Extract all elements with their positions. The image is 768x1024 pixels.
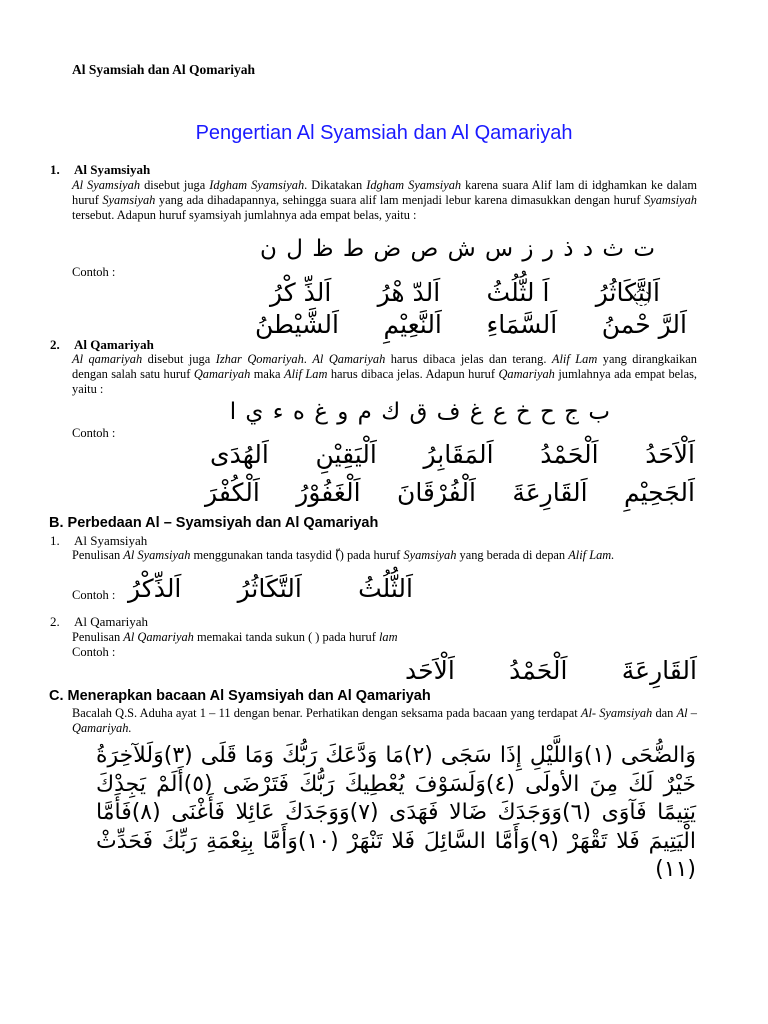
italic-term: Al – Qamariyah. <box>72 706 697 735</box>
contoh-label: Contoh : <box>72 265 116 279</box>
contoh-label: Contoh : <box>72 645 116 659</box>
text-run: dan <box>652 706 677 720</box>
text-run: disebut juga <box>140 178 210 192</box>
section-c-heading: C. Menerapkan bacaan Al Syamsiyah dan Al Qamariyah <box>49 688 431 704</box>
item-title: Al Syamsiyah <box>74 162 151 177</box>
qamariyah-letters: ب ج ح خ ع غ ف ق ك م و غ ه ء ي ا <box>229 399 610 425</box>
arabic-example: اَلْاَحَد <box>405 656 455 685</box>
item-number: 1. <box>50 533 60 548</box>
text-run: harus dibaca jelas dan terang. <box>385 352 552 366</box>
text-run: Penulisan <box>72 630 124 644</box>
italic-term: Alif Lam <box>284 367 328 381</box>
item-title: Al Qamariyah <box>74 337 154 352</box>
italic-term: Al Qamariyah <box>312 352 386 366</box>
arabic-example: اَلذِّكْرُ <box>128 574 182 603</box>
arabic-example: اَلْكُفْرَ <box>205 478 260 507</box>
syamsiyah-letters: ت ث د ذ ر ز س ش ص ض ط ظ ل ن <box>260 236 655 262</box>
italic-term: Qamariyah <box>498 367 555 381</box>
italic-term: Alif Lam <box>551 352 598 366</box>
arabic-example: اَلشَّيْطنُ <box>255 310 339 339</box>
qamariyah-examples-row2 <box>205 478 695 507</box>
arabic-example: اَلثُّلُثُ <box>358 574 413 603</box>
qamariyah-paragraph <box>72 352 697 397</box>
item-syamsiyah-heading <box>50 533 147 549</box>
text-run: maka <box>250 367 285 381</box>
text-run: memakai tanda sukun ( ) pada huruf <box>193 630 379 644</box>
text-run: Penulisan <box>72 548 124 562</box>
text-run: karena suara Alif lam di idghamkan ke dalam huruf <box>72 178 698 207</box>
text-run: . Dikatakan <box>304 178 367 192</box>
italic-term: Alif Lam. <box>568 548 615 562</box>
arabic-example: اَلتَّكَاثُرُ <box>237 574 302 603</box>
arabic-example: اَلْفُرْقَانَ <box>396 478 476 507</box>
arabic-example: اَلسَّمَاءِ <box>486 310 558 339</box>
italic-term: Al Qamariyah <box>123 630 194 644</box>
section-c-paragraph <box>72 706 697 736</box>
syamsiyah-writing-examples <box>128 574 413 603</box>
italic-term: Syamsiyah <box>644 193 697 207</box>
item-qamariyah-heading <box>50 337 154 353</box>
italic-term: Syamsiyah <box>403 548 457 562</box>
text-run: . <box>303 352 313 366</box>
syamsiyah-examples-row1 <box>270 278 660 307</box>
text-run: yang ada dihadapannya, sehingga suara alif lam menjadi lebur karena dimasukkan dengan huruf <box>155 193 644 207</box>
qamariyah-writing-paragraph <box>72 630 697 645</box>
italic-term: lam <box>378 630 398 644</box>
qamariyah-examples-row1 <box>210 440 695 469</box>
arabic-example: اَلْحَمْدُ <box>540 440 599 469</box>
italic-term: Al Syamsiyah <box>72 178 141 192</box>
arabic-example: اَلْغَفُوْرُ <box>296 478 361 507</box>
italic-term: Izhar Qomariyah <box>215 352 304 366</box>
arabic-example: اَلرَّ حْمنُ <box>601 310 687 339</box>
contoh-label: Contoh : <box>72 588 116 602</box>
arabic-example: اَلْاَحَدُ <box>645 440 695 469</box>
arabic-example: اَلتَّكَاثُرُ <box>595 278 660 307</box>
italic-term: Idgham Syamsiyah <box>366 178 462 192</box>
arabic-example: اَلمَقَابِرُ <box>423 440 494 469</box>
arabic-example: اَلدّ هْرُ <box>377 278 441 307</box>
text-run: yang berada di depan <box>456 548 569 562</box>
item-title: Al Qamariyah <box>74 614 149 629</box>
text-run: Bacalah Q.S. Aduha ayat 1 – 11 dengan benar. Perhatikan dengan seksama pada bacaan yang terdapat <box>72 706 581 720</box>
italic-term: Idgham Syamsiyah <box>209 178 305 192</box>
text-run: menggunakan tanda tasydid (ّ) pada huruf <box>190 548 404 562</box>
item-number: 2. <box>50 337 60 352</box>
text-run: tersebut. Adapun huruf syamsiyah jumlahnya ada empat belas, yaitu : <box>72 208 417 222</box>
syamsiyah-paragraph <box>72 178 697 223</box>
qamariyah-writing-examples <box>405 656 697 685</box>
italic-term: Syamsiyah <box>102 193 156 207</box>
syamsiyah-examples-row2 <box>255 310 687 339</box>
arabic-example: اَلْحَمْدُ <box>509 656 568 685</box>
text-run: jumlahnya ada empat belas, yaitu : <box>72 367 698 396</box>
italic-term: Al- Syamsiyah <box>580 706 653 720</box>
arabic-example: اَلذِّ كْرُ <box>270 278 332 307</box>
arabic-example: اَلجَحِيْمِ <box>623 478 695 507</box>
italic-term: Al qamariyah <box>72 352 143 366</box>
arabic-example: اَلقَارِعَةَ <box>512 478 588 507</box>
text-run: harus dibaca jelas. Adapun huruf <box>327 367 499 381</box>
arabic-example: اَلهُدَى <box>210 440 269 469</box>
arabic-example: اَ لثُّلُثُ <box>486 278 550 307</box>
item-number: 2. <box>50 614 60 629</box>
page-title: Pengertian Al Syamsiah dan Al Qamariyah <box>195 122 573 144</box>
syamsiyah-writing-paragraph <box>72 548 697 563</box>
arabic-example: اَلنَّعِيْمِ <box>383 310 442 339</box>
item-title: Al Syamsiyah <box>74 533 148 548</box>
document-heading: Al Syamsiah dan Al Qomariyah <box>72 62 256 77</box>
item-number: 1. <box>50 162 60 177</box>
contoh-label: Contoh : <box>72 426 116 440</box>
arabic-example: اَلْيَقِيْنِ <box>315 440 377 469</box>
italic-term: Qamariyah <box>193 367 251 381</box>
item-syamsiyah-heading <box>50 162 150 178</box>
text-run: disebut juga <box>142 352 216 366</box>
item-qamariyah-heading <box>50 614 148 630</box>
arabic-example: اَلقَارِعَةَ <box>621 656 697 685</box>
italic-term: Al Syamsiyah <box>123 548 191 562</box>
text-run: yang dirangkaikan dengan salah satu huruf <box>72 352 697 381</box>
surah-ad-duha-verses: وَالضُّحَى (١)وَاللَّيْلِ إِذَا سَجَى (٢)مَا وَدَّعَكَ رَبُّكَ وَمَا قَلَى (٣)وَلَلآخِرَةُ خَيْرٌ لَكَ مِنَ الأولَى (٤)وَلَسَوْفَ يُعْطِيكَ رَبُّكَ فَتَرْضَى (٥)أَلَمْ يَجِدْكَ يَتِيمًا فَآوَى (٦)وَوَجَدَكَ ضَالا فَهَدَى (٧)وَوَجَدَكَ عَائِلا فَأَغْنَى (٨)فَأَمَّا الْيَتِيمَ فَلا تَقْهَرْ (٩)وَأَمَّا السَّائِلَ فَلا تَنْهَرْ (١٠)وَأَمَّا بِنِعْمَةِ رَبِّكَ فَحَدِّثْ (١١) <box>96 743 696 882</box>
section-b-heading: B. Perbedaan Al – Syamsiyah dan Al Qamariyah <box>49 515 379 531</box>
